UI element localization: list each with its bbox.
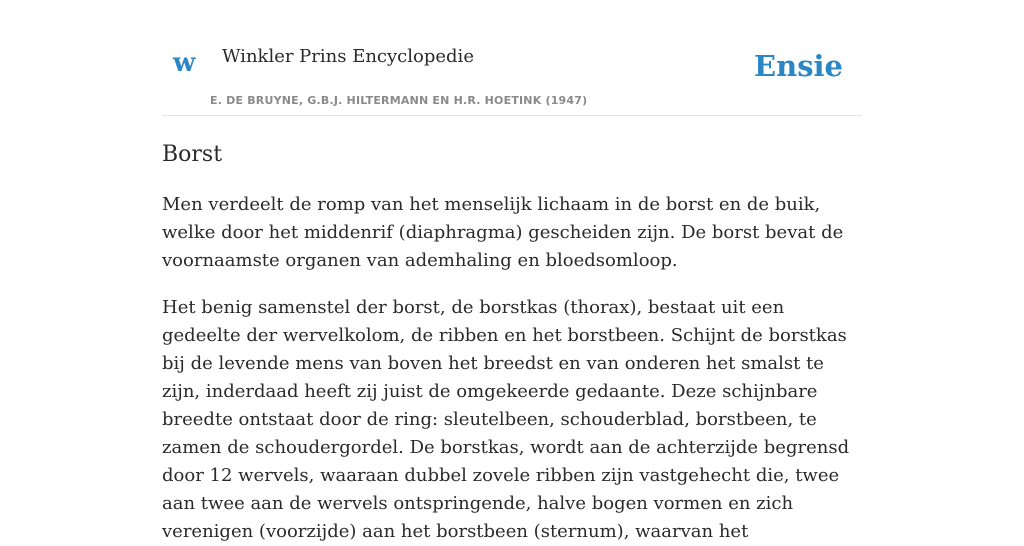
article-paragraph: Het benig samenstel der borst, de borstkas (thorax), bestaat uit een gedeelte der wervelkolom, de ribben en het borstbeen. Schijnt de borstkas bij de levende mens van boven het breedst en van onderen het smalst te zijn, inderdaad heeft zij juist de omgekeerde gedaante. Deze schijnbare breedte ontstaat door de ring: sleutelbeen, schouderblad, borstbeen, te zamen de schoudergordel. De borstkas, wordt aan de achterzijde begrensd door 12 wervels, waaraan dubbel zovele ribben zijn vastgehecht die, twee aan twee aan de wervels ontspringende, halve bogen vormen en zich verenigen (voorzijde) aan het borstbeen (sternum), waarvan het [162,297,850,542]
article [162,142,862,546]
page [162,0,862,546]
header [162,0,862,116]
winkler-prins-logo-icon[interactable]: w [173,48,196,78]
publication-title[interactable]: Winkler Prins Encyclopedie [222,46,474,67]
article-title: Borst [162,142,223,167]
ensie-brand-link[interactable]: Ensie [754,49,843,83]
publication-authors: E. DE BRUYNE, G.B.J. HILTERMANN EN H.R. HOETINK (1947) [210,94,588,107]
article-paragraph: Men verdeelt de romp van het menselijk lichaam in de borst en de buik, welke door het middenrif (diaphragma) gescheiden zijn. De borst bevat de voornaamste organen van ademhaling en bloedsomloop. [162,194,844,271]
